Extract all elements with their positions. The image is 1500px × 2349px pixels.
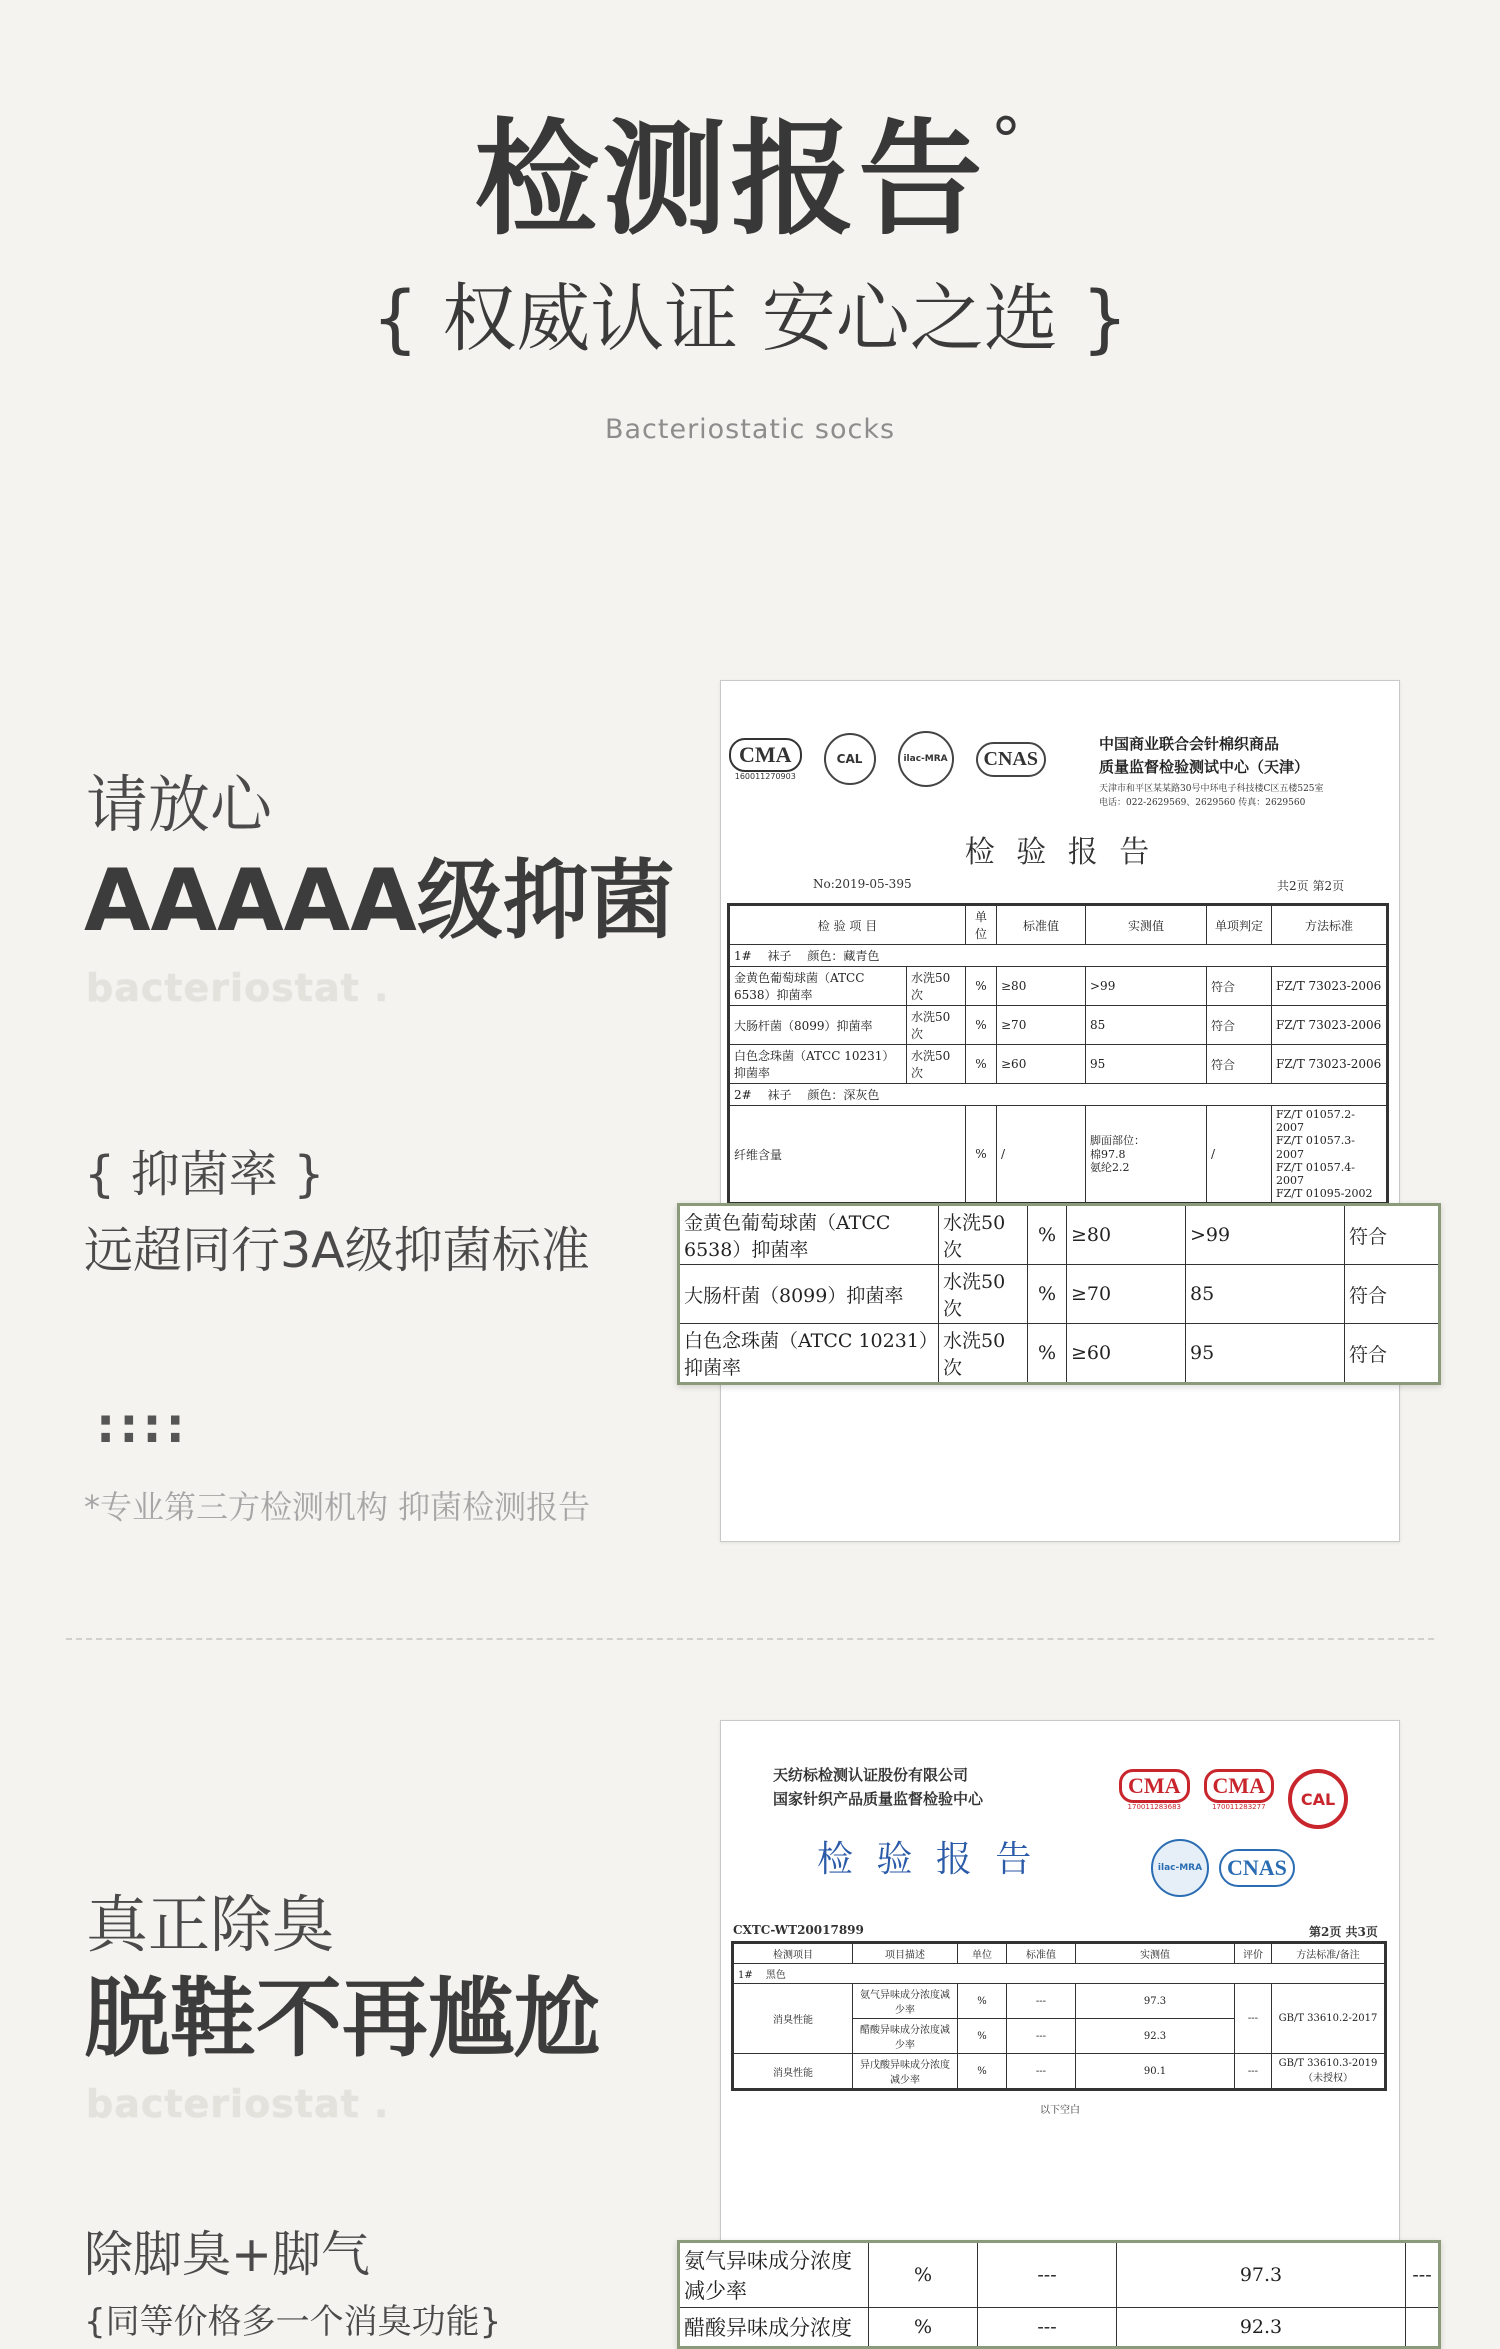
report1-zoom-callout [677, 1203, 1441, 1385]
page-subtitle: { 权威认证 安心之选 } [371, 276, 1129, 362]
section-divider [66, 1638, 1434, 1640]
page-title [0, 104, 1500, 252]
s1-heading-small: 请放心 [86, 768, 273, 841]
report1-org: 中国商业联合会针棉织商品 质量监督检验测试中心（天津） [1099, 735, 1310, 776]
report2-logos-bottom [1151, 1839, 1295, 1897]
table-row: 醋酸异味成分浓度减少率 % --- 92.3 [733, 2019, 1386, 2054]
zoom-row: 大肠杆菌（8099）抑菌率 水洗50次 % ≥70 85 符合 [679, 1265, 1440, 1324]
cnas-logo: CNAS [1219, 1849, 1295, 1887]
cma-logo: CMA 160011270903 [729, 738, 802, 781]
title-text: 检测报告 [474, 108, 987, 252]
report2-page: 第2页 共3页 [1309, 1925, 1378, 1939]
s1-rate-label: { 抑菌率 } [84, 1146, 325, 1203]
table-group-row: 1# 黑色 [733, 1964, 1386, 1984]
report2-blank: 以下空白 [1040, 2105, 1080, 2116]
s1-dots: :::: [96, 1398, 189, 1454]
ilac-mra-logo: ilac-MRA [1151, 1839, 1209, 1897]
report2-table [731, 1941, 1387, 2091]
report2-logos-top [1119, 1769, 1348, 1829]
table-row: 白色念珠菌（ATCC 10231）抑菌率 水洗50次 % ≥60 95 符合 FZ/T 73023-2006 [729, 1045, 1388, 1084]
report2-no: CXTC-WT20017899 [733, 1923, 864, 1937]
table-header-row: 检 验 项 目 单位 标准值 实测值 单项判定 方法标准 [729, 905, 1388, 945]
cnas-logo: CNAS [976, 742, 1046, 777]
s1-ghost-text: bacteriostat . [86, 966, 390, 1010]
s2-heading-small: 真正除臭 [86, 1888, 335, 1961]
s1-note: *专业第三方检测机构 抑菌检测报告 [84, 1488, 591, 1526]
zoom-row: 金黄色葡萄球菌（ATCC 6538）抑菌率 水洗50次 % ≥80 >99 符合 [679, 1205, 1440, 1265]
zoom-row: 氨气异味成分浓度减少率 % --- 97.3 --- [679, 2242, 1440, 2308]
s2-desc1: 除脚臭+脚气 [84, 2226, 371, 2283]
english-caption: Bacteriostatic socks [604, 414, 896, 445]
title-mark: ° [990, 104, 1026, 177]
s2-desc2: {同等价格多一个消臭功能} [84, 2302, 502, 2342]
table-row: 纤维含量 % / 脚面部位： 棉97.8 氨纶2.2 / FZ/T 01057.2-2007 FZ/T 01057.3-2007 FZ/T 01057.4-2007 FZ/T 01095-2002 [729, 1106, 1388, 1203]
report1-org-contact: 天津市和平区某某路30号中环电子科技楼C区五楼525室 电话：022-2629569、2629560 传真：2629560 [1099, 784, 1324, 808]
table-row: 金黄色葡萄球菌（ATCC 6538）抑菌率 水洗50次 % ≥80 >99 符合 FZ/T 73023-2006 [729, 967, 1388, 1006]
s1-heading-big: AAAAA级抑菌 [84, 851, 675, 951]
cal-logo: CAL [1288, 1769, 1348, 1829]
table-group-row: 1# 袜子 颜色：藏青色 [729, 945, 1388, 967]
cma-logo: CMA 170011283683 [1119, 1769, 1190, 1811]
report1-table [727, 903, 1389, 1227]
ilac-mra-logo: ilac-MRA [898, 731, 954, 787]
cal-logo: CAL [824, 733, 876, 785]
table-header-row: 检测项目 项目描述 单位 标准值 实测值 评价 方法标准/备注 [733, 1943, 1386, 1964]
report1-paper [720, 680, 1400, 1542]
cma-logo: CMA 170011283277 [1204, 1769, 1275, 1811]
table-row: 消臭性能 异戊酸异味成分浓度减少率 % --- 90.1 --- GB/T 33610.3-2019（未授权） [733, 2054, 1386, 2090]
table-row: 大肠杆菌（8099）抑菌率 水洗50次 % ≥70 85 符合 FZ/T 73023-2006 [729, 1006, 1388, 1045]
table-row: 消臭性能 氨气异味成分浓度减少率 % --- 97.3 --- GB/T 33610.2-2017 [733, 1984, 1386, 2019]
zoom-row: 白色念珠菌（ATCC 10231）抑菌率 水洗50次 % ≥60 95 符合 [679, 1324, 1440, 1384]
report2-zoom-callout [677, 2240, 1441, 2349]
s2-heading-big: 脱鞋不再尴尬 [84, 1969, 600, 2069]
report1-title: 检 验 报 告 [964, 835, 1156, 870]
s2-ghost-text: bacteriostat . [86, 2082, 390, 2126]
zoom-row: 醋酸异味成分浓度 % --- 92.3 [679, 2308, 1440, 2348]
report2-paper [720, 1720, 1400, 2323]
report1-page: 共2页 第2页 [1277, 879, 1345, 893]
report2-org: 天纺标检测认证股份有限公司 国家针织产品质量监督检验中心 [773, 1766, 984, 1808]
report2-title: 检 验 报 告 [817, 1839, 1038, 1880]
report1-no: No:2019-05-395 [813, 877, 912, 891]
report1-logos [729, 731, 1046, 787]
table-group-row: 2# 袜子 颜色：深灰色 [729, 1084, 1388, 1106]
s1-rate-desc: 远超同行3A级抑菌标准 [84, 1222, 590, 1279]
